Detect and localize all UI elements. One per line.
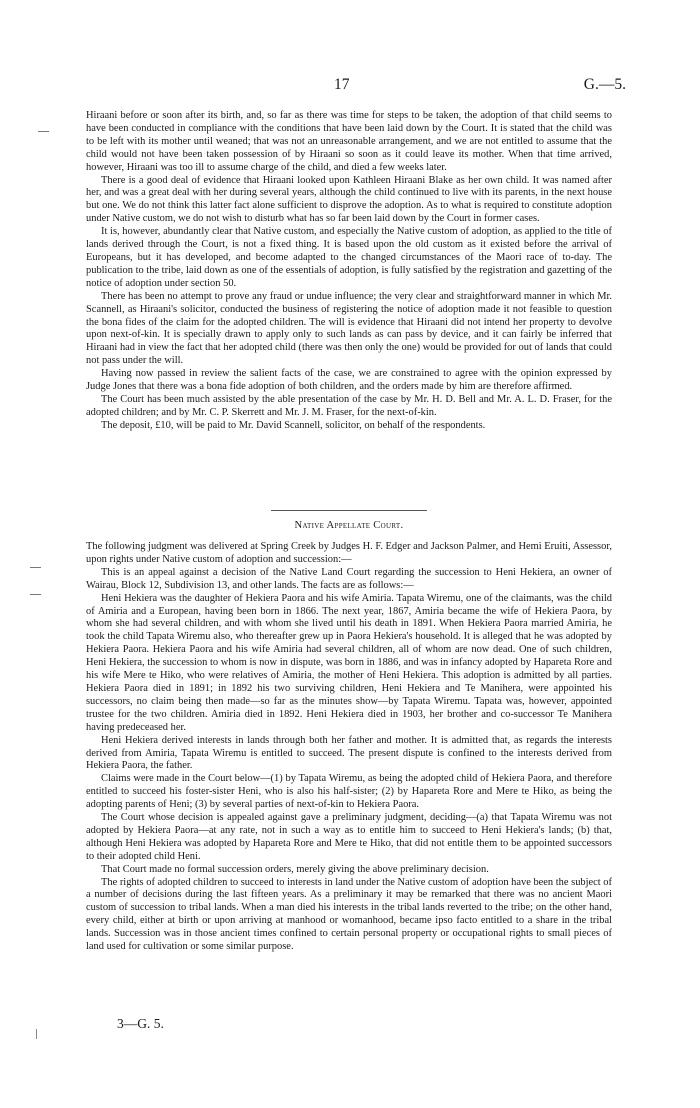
margin-mark bbox=[30, 567, 41, 568]
paragraph: Heni Hekiera was the daughter of Hekiera Paora and his wife Amiria. Tapata Wiremu, one of the claimants, was the child of Amiria and a European, having been born in 1866. The next year, 1867, Amiria became the wife of Hekiera Paora, by whom she had several children, and with whom she lived until his death in 1891. When Hekiera Paora married Amiria, he took the child Tapata Wiremu also, who thereafter grew up in Paora Hekiera's household. It is alleged that he was adopted by Hekiera Paora. Hekiera Paora and his wife Amiria had several children, all of whom are now dead. One of such children, Heni Hekiera, the succession to whom is now in dispute, was born in 1886, and was in infancy adopted by Hapareta Rore and his wife Mere te Hiko, who were relatives of Amiria, the mother of Heni Hekiera. This adoption is admitted by all parties. Hekiera Paora died in 1891; in 1892 his two surviving children, Heni Hekiera and Te Manihera, were appointed his successors, no claim being then made—so far as the minutes show—by Tapata Wiremu. Tapata was, however, appointed trustee for the two children. Amiria died in 1892. Heni Hekiera died in 1903, her brother and co-successor Te Manihera having predeceased her. bbox=[86, 592, 612, 733]
appellate-judgment bbox=[86, 541, 612, 954]
paragraph: Heni Hekiera derived interests in lands through both her father and mother. It is admitted that, as regards the interests derived from Amiria, Tapata Wiremu is entitled to succeed. The present dispute is confined to the interests derived from Hekiera Paora, the father. bbox=[86, 734, 612, 772]
paragraph: The deposit, £10, will be paid to Mr. David Scannell, solicitor, on behalf of the respondents. bbox=[101, 419, 486, 431]
page-header bbox=[86, 76, 626, 98]
margin-mark bbox=[38, 131, 49, 132]
margin-mark bbox=[30, 594, 41, 595]
section-heading: Native Appellate Court. bbox=[294, 520, 404, 531]
judgment-continuation bbox=[86, 110, 612, 433]
paragraph: It is, however, abundantly clear that Native custom, and especially the Native custom of adoption, as applied to the title of lands derived through the Court, is not a fixed thing. It is based upon the old custom as it existed before the arrival of Europeans, but it has developed, and become adapted to the changed circumstances of the Maori race of to-day. The publication to the tribe, laid down as one of the essentials of adoption, is fully satisfied by the registration and gazetting of the notice of adoption under section 50. bbox=[86, 226, 612, 289]
page-number: 17 bbox=[334, 76, 350, 93]
paragraph: That Court made no formal succession orders, merely giving the above preliminary decision. bbox=[101, 863, 489, 875]
paragraph: This is an appeal against a decision of the Native Land Court regarding the succession to Heni Hekiera, an owner of Wairau, Block 12, Subdivision 13, and other lands. The facts are as follows:— bbox=[86, 566, 612, 591]
paragraph: Hiraani before or soon after its birth, and, so far as there was time for steps to be taken, the adoption of that child seems to have been conducted in compliance with the conditions that have been laid down by the Court. It is stated that the child was to be left with its mother until weaned; that was not an unreasonable arrangement, and we are not entitled to assume that the child would not have been taken possession of by Hiraani so soon as it could leave its mother. When that time arrived, however, Hiraani was too ill to assume charge of the child, and died a few weeks later. bbox=[86, 110, 612, 173]
paragraph: Having now passed in review the salient facts of the case, we are constrained to agree with the opinion expressed by Judge Jones that there was a bona fide adoption of both children, and the orders made by him are therefore affirmed. bbox=[86, 368, 612, 393]
paragraph: The Court has been much assisted by the able presentation of the case by Mr. H. D. Bell and Mr. A. L. D. Fraser, for the adopted children; and by Mr. C. P. Skerrett and Mr. J. M. Fraser, for the next-of-kin. bbox=[86, 393, 612, 418]
paragraph: The rights of adopted children to succeed to interests in land under the Native custom of adoption have been the subject of a number of decisions during the last fifteen years. As a preliminary it may be remarked that there was no ancient Maori custom of succession to tribal lands. When a man died his interests in the tribal lands reverted to the tribe; on the other hand, every child, either at birth or upon arriving at manhood or womanhood, became ipso facto entitled to a share in the tribal lands. Succession was in those ancient times confined to certain personal property or occupational rights to small pieces of land used for cultivation or some similar purpose. bbox=[86, 876, 612, 953]
paragraph: Claims were made in the Court below—(1) by Tapata Wiremu, as being the adopted child of Hekiera Paora, and therefore entitled to succeed his foster-sister Heni, who is also his half-sister; (2) by Hapareta Rore and Mere te Hiko, as being the adopting parents of Heni; (3) by several parties of next-of-kin to Hekiera Paora. bbox=[86, 773, 612, 811]
paragraph: The following judgment was delivered at Spring Creek by Judges H. F. Edger and Jackson Palmer, and Hemi Eruiti, Assessor, upon rights under Native custom of adoption and succession:— bbox=[86, 541, 612, 565]
paragraph: There is a good deal of evidence that Hiraani looked upon Kathleen Hiraani Blake as her own child. It was named after her, and was a great deal with her during several years, although the child continued to live with its parents, in the next house but one. We do not think this latter fact alone sufficient to disprove the adoption. As to what is required to constitute adoption under Native custom, we do not wish to disturb what has so far been laid down by the Court in former cases. bbox=[86, 174, 612, 225]
section-divider bbox=[271, 510, 427, 511]
signature-reference: 3—G. 5. bbox=[117, 1016, 164, 1031]
paragraph: The Court whose decision is appealed against gave a preliminary judgment, deciding—(a) that Tapata Wiremu was not adopted by Hekiera Paora—at any rate, not in such a way as to entitle him to succeed to Heni Hekiera's lands; (b) that, although Heni Hekiera was adopted by Hapareta Rore and Mere te Hiko, that did not entitle them to be appointed successors to their adopted child Heni. bbox=[86, 812, 612, 862]
margin-mark bbox=[36, 1029, 38, 1039]
document-reference: G.—5. bbox=[583, 76, 626, 93]
paragraph: There has been no attempt to prove any fraud or undue influence; the very clear and straightforward manner in which Mr. Scannell, as Hiraani's solicitor, conducted the business of registering the notice of adoption made it not feasible to question the bona fides of the claim for the adopted children. The will is evidence that Hiraani did not intend her property to devolve upon next-of-kin. It is specially drawn to apply only to such lands as can pass by device, and it can fairly be inferred that Hiraani had in view the fact that her adopted child (there was then only the one) would be provided for out of lands that could not pass under the will. bbox=[86, 290, 612, 367]
